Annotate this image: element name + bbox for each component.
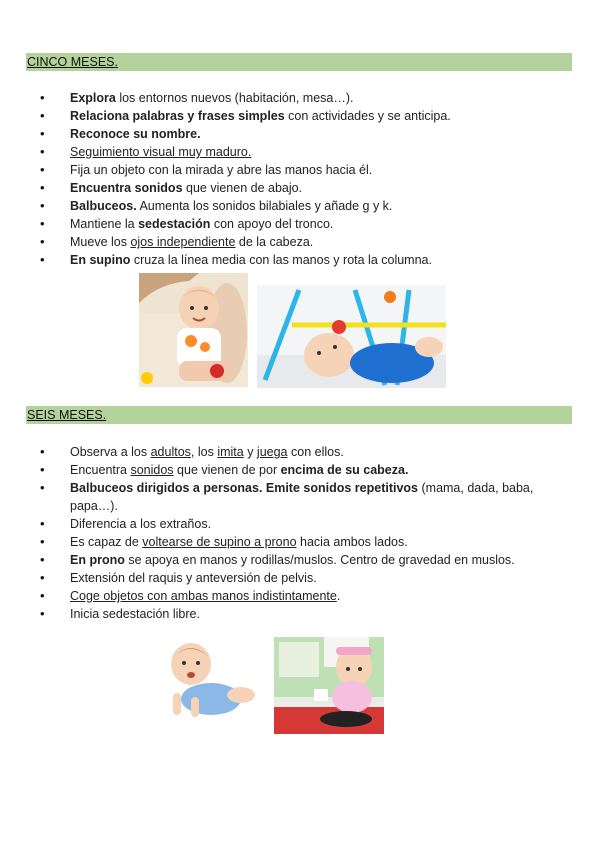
section-title-five-months: CINCO MESES.: [26, 53, 572, 71]
list-item-text: Mueve los: [70, 235, 131, 249]
photo-baby-sitting-with-mother: [139, 273, 248, 387]
list-item-text: ojos independiente: [130, 235, 236, 249]
list-item: [40, 551, 560, 569]
list-item-text: con actividades y se anticipa.: [284, 109, 451, 123]
list-item: [40, 605, 560, 623]
list-item-text: adultos: [150, 445, 191, 459]
list-item: [40, 533, 560, 551]
list-item-text: (mama, dada, baba, papa…).: [70, 481, 534, 513]
list-item: [40, 215, 560, 233]
list-item-text: Encuentra: [70, 463, 131, 477]
list-item-text: Extensión del raquis y anteversión de pelvis.: [70, 571, 317, 585]
list-item-text: que vienen de por: [173, 463, 281, 477]
list-item-text: .: [336, 589, 341, 603]
photo-baby-crawling-position: [133, 637, 269, 730]
list-item-text: Diferencia a los extraños.: [70, 517, 212, 531]
list-item-text: Seguimiento visual muy maduro.: [70, 145, 252, 159]
list-item-text: juega: [256, 445, 288, 459]
list-item: [40, 107, 560, 125]
list-item-text: Balbuceos.: [70, 199, 137, 213]
list-item-text: Es capaz de: [70, 535, 143, 549]
list-item-text: Balbuceos dirigidos a personas. Emite sonidos repetitivos: [70, 481, 419, 495]
list-item-text: Coge objetos con ambas manos indistintamente: [70, 589, 337, 603]
list-item-text: Explora: [70, 91, 116, 105]
list-item: [40, 89, 560, 107]
list-item-text: imita: [217, 445, 244, 459]
list-item-text: Reconoce su nombre.: [70, 127, 201, 141]
list-item-text: Inicia sedestación libre.: [70, 607, 200, 621]
list-item: [40, 587, 560, 605]
list-item-text: cruza la línea media con las manos y rota la columna.: [130, 253, 432, 267]
list-item-text: Fija un objeto con la mirada y abre las manos hacia él.: [70, 163, 373, 177]
milestone-list-five-months: [40, 89, 560, 269]
list-item-text: Mantiene la: [70, 217, 139, 231]
list-item: [40, 233, 560, 251]
list-item-text: que vienen de abajo.: [182, 181, 303, 195]
list-item: [40, 515, 560, 533]
list-item-text: En prono: [70, 553, 125, 567]
list-item: [40, 479, 560, 515]
list-item: [40, 197, 560, 215]
list-item-text: En supino: [70, 253, 131, 267]
list-item-text: los entornos nuevos (habitación, mesa…).: [115, 91, 354, 105]
list-item-text: y: [243, 445, 257, 459]
list-item-text: voltearse de supino a prono: [142, 535, 297, 549]
photo-baby-sitting-with-toy: [274, 637, 384, 734]
list-item: [40, 569, 560, 587]
list-item: [40, 179, 560, 197]
milestone-list-six-months: [40, 443, 560, 623]
list-item-text: sonidos: [130, 463, 174, 477]
list-item-text: se apoya en manos y rodillas/muslos. Centro de gravedad en muslos.: [124, 553, 515, 567]
list-item: [40, 143, 560, 161]
list-item-text: Relaciona palabras y frases simples: [70, 109, 285, 123]
list-item-text: encima de su cabeza.: [280, 463, 409, 477]
list-item-text: con ellos.: [287, 445, 344, 459]
list-item: [40, 125, 560, 143]
list-item-text: hacia ambos lados.: [296, 535, 408, 549]
list-item-text: de la cabeza.: [235, 235, 314, 249]
list-item-text: sedestación: [138, 217, 211, 231]
list-item: [40, 251, 560, 269]
list-item-text: , los: [190, 445, 218, 459]
list-item-text: Encuentra sonidos: [70, 181, 183, 195]
list-item: [40, 161, 560, 179]
list-item-text: Observa a los: [70, 445, 151, 459]
list-item-text: con apoyo del tronco.: [210, 217, 334, 231]
list-item: [40, 461, 560, 479]
list-item: [40, 443, 560, 461]
photo-baby-under-play-gym: [257, 285, 446, 388]
list-item-text: Aumenta los sonidos bilabiales y añade g y k.: [136, 199, 393, 213]
section-title-six-months: SEIS MESES.: [26, 406, 572, 424]
